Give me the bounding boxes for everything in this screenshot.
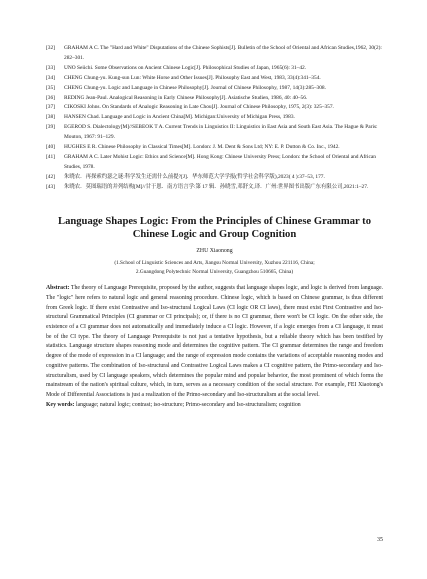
reference-item: [32] GRAHAM A C. The "Hard and White" Disputations of the Chinese Sophists[J]. Bulletin of the School of Oriental and African Studies,1962, 30(2): 282–301. — [46, 45, 382, 61]
keywords-text: language; natural logic; contrast; iso-structure; Primo-secondary and Iso-structuralism; cognition — [75, 401, 301, 408]
reference-item: [35] CHENG Chung-yu. Logic and Language in Chinese Philosophy[J]. Journal of Chinese Philosophy, 1987, 14(3):285–308. — [46, 84, 326, 91]
author-name: ZHU Xiaonong — [196, 247, 233, 254]
keywords-label: Key words: — [46, 401, 75, 408]
abstract-label: Abstract: — [46, 285, 70, 292]
page-number: 35 — [377, 537, 383, 543]
affiliation-line: 2.Guangdong Polytechnic Normal University, Guangzhou 510665, China) — [135, 268, 294, 275]
reference-item: [43] 朱晓农．莫图瑞语的并列结构[M]//甘于恩．南方语言学:第 17 辑．孙晓雪,邓舒文,译．广州:世界图书出版广东有限公司,2021:1–27. — [46, 183, 369, 190]
reference-item: [37] CIKOSKI Johns. On Standards of Analogic Reasoning in Late Chou[J]. Journal of Chinese Philosophy, 1975, 2(3): 325–357. — [46, 104, 334, 111]
affiliation-line: (1.School of Linguistic Sciences and Arts, Jiangsu Normal University, Xuzhou 221116, China; — [114, 259, 315, 266]
abstract-text: The theory of Language Prerequisite, proposed by the author, suggests that language shapes logic, and logic is derived from language. The "logic" here refers to natural logic and general reasoning procedure. Chinese logic, which is based on Chinese grammar, is thus different from Greek logic. If there exist Contrastive and Iso-structural Logical Laws (CI logic OR CI laws), there must exist First Contrastive and Iso-structural Grammatical Principles (CI grammar or CI principals); or, if there is no CI grammar, there won't be CI logic. On the other side, the existence of a CI grammar does not automatically and immediately induce a CI logic. However, if a logic emerges from a CI language, it must be of the CI type. The theory of Language Prerequisite is not just a tentative hypothesis, but a reliable theory which has been testified by statistics. Language structure shapes reasoning mode and determines the cognitive pattern. The CI grammar determines the range and freedom degree of the mode of expression in a CI language; and the range of expression mode contains the variations of acceptable reasoning modes and cognitive patterns. The combination of Iso-structural and Contrastive Logical Laws makes a CI cognitive pattern, the Primo-secondary and Iso-structuralism, used by CI language speakers, which determines the popular mind and popular behavior, the most prominent of which forms the mainstream of the nation's spiritual culture, which, in turn, serves as a necessary condition of the social structure. For example, FEI Xiaotong's Mode of Differential Associations is just a realization of the Primo-secondary and Iso-structuralism at the social level. — [46, 285, 383, 398]
reference-item: [34] CHENG Chung-yu. Kung-sun Lun: White Horse and Other Issues[J]. Philosophy East and West, 1983, 33(4):341–354. — [46, 74, 321, 81]
reference-item: [36] REDING Jean-Paul. Analogical Reasoning in Early Chinese Philosophy[J]. Asiatische Studien, 1986, 40: 40–56. — [46, 94, 308, 101]
keywords — [46, 401, 383, 411]
reference-item: [42] 朱晓农．再探索约瑟之谜:科学发生还需什么前提?[J]．华东师范大学学报(哲学社会科学版),2023( 4 ):37–53, 177. — [46, 173, 325, 180]
reference-list — [46, 44, 383, 193]
reference-item: [39] EGEROD S. Dialectology[M]//SEBEOK T A. Current Trends in Linguistics II: Linguistics in East Asia and South East Asia. The Hague & Paris: Mouton, 1967: 91–129. — [46, 124, 378, 141]
reference-item: [40] HUGHES E R. Chinese Philosophy in Classical Times[M]. London: J. M. Dent & Sons Ltd; NY: E. P. Dutton & Co. Inc., 1942. — [46, 144, 340, 151]
paper-title: Language Shapes Logic: From the Principles of Chinese Grammar to Chinese Logic and Group Cognition — [58, 215, 371, 241]
abstract — [46, 284, 383, 400]
reference-item: [33] UNO Seiichi. Some Observations on Ancient Chinese Logic[J]. Philosophical Studies of Japan, 1965(6): 31–42. — [46, 64, 307, 71]
reference-item: [38] HANSEN Chad. Language and Logic in Ancient China[M]. Michigan:University of Michigan Press, 1983. — [46, 114, 295, 121]
reference-item: [41] GRAHAM A C. Later Mohist Logic: Ethics and Science[M]. Hong Kong: Chinese University Press; London: the School of Oriental and African Studies, 1978. — [46, 153, 377, 170]
